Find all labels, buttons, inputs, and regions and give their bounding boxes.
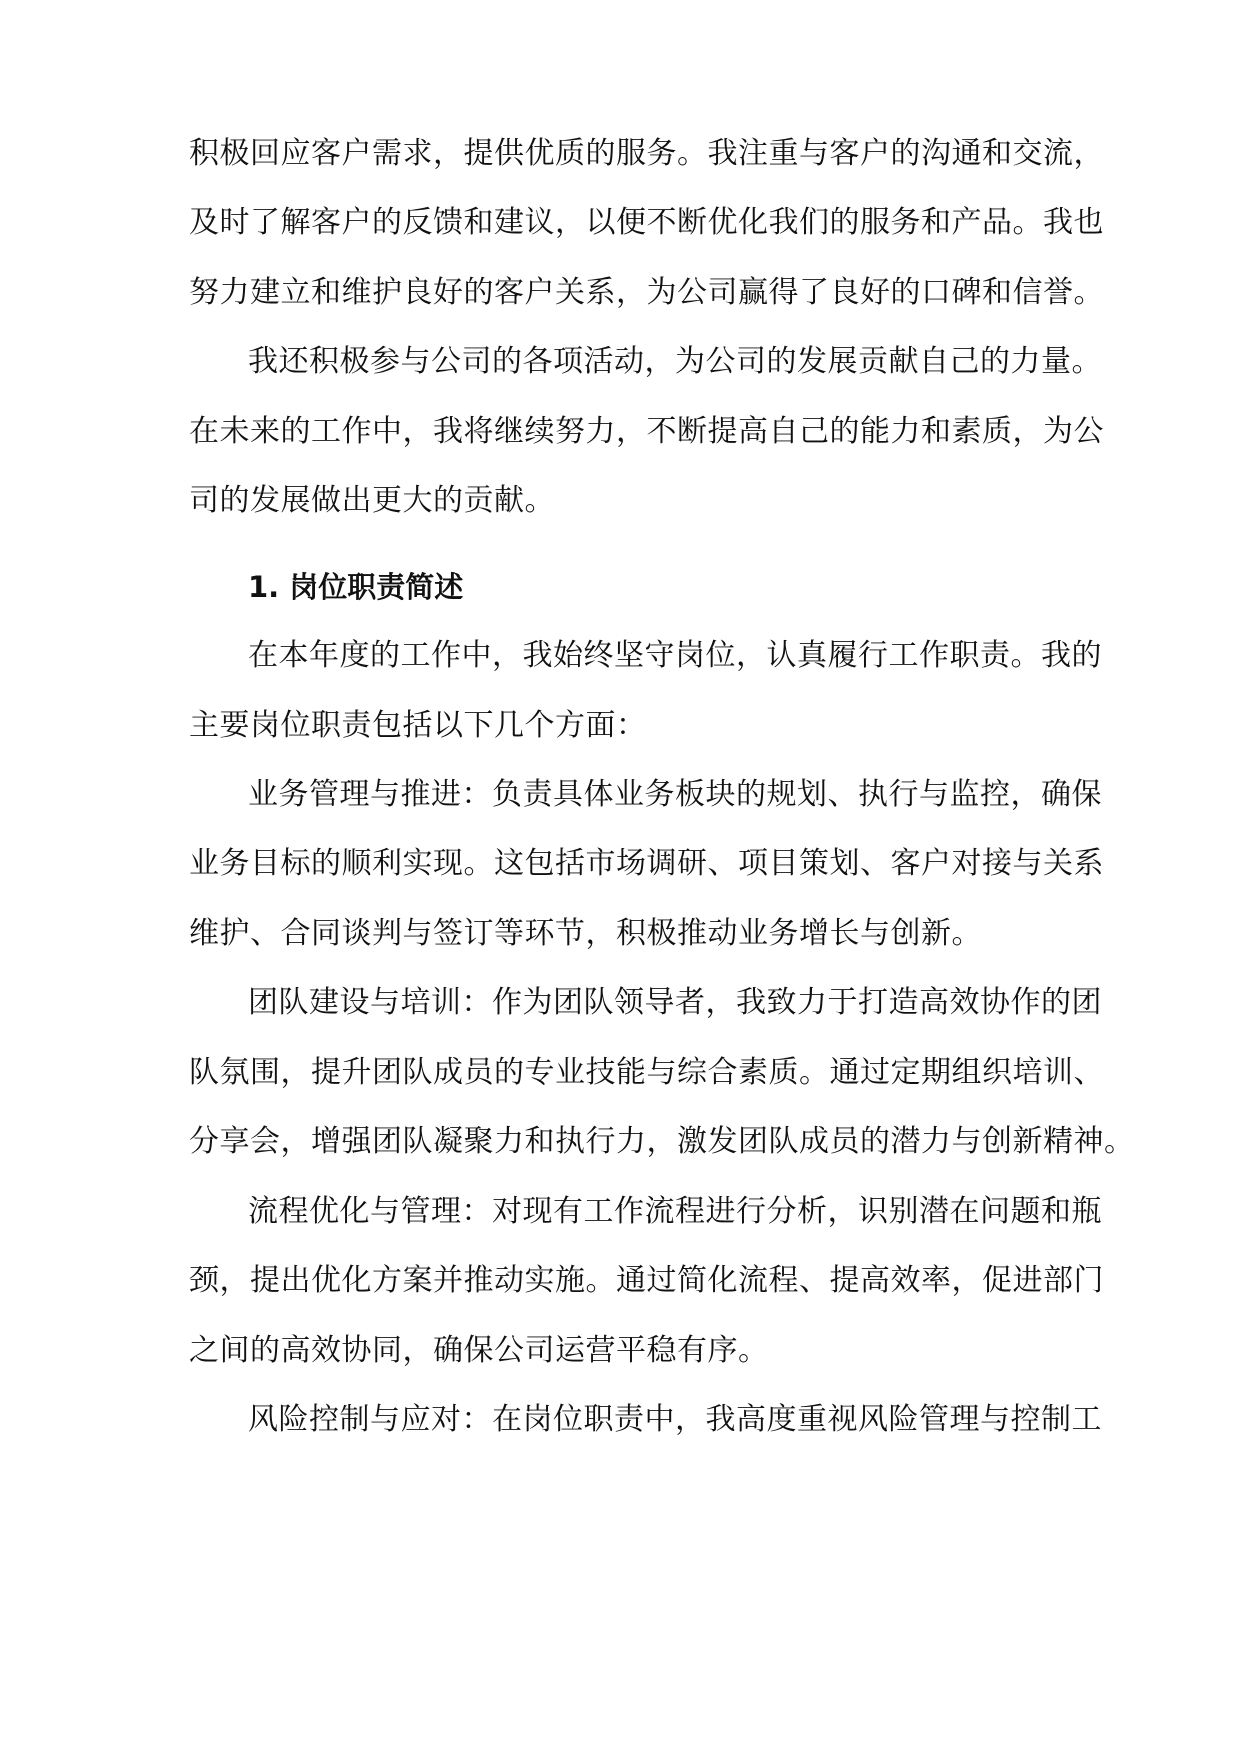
section-heading: 1. 岗位职责简述 <box>248 570 464 604</box>
section-paragraph-4-line-2: 颈，提出优化方案并推动实施。通过简化流程、提高效率，促进部门 <box>189 1263 1104 1298</box>
section-paragraph-5-line-1: 风险控制与应对：在岗位职责中，我高度重视风险管理与控制工 <box>248 1402 1102 1437</box>
paragraph-1-line-3: 努力建立和维护良好的客户关系，为公司赢得了良好的口碑和信誉。 <box>189 275 1104 310</box>
paragraph-2-line-2: 在未来的工作中，我将继续努力，不断提高自己的能力和素质，为公 <box>189 414 1104 449</box>
section-paragraph-3-line-2: 队氛围，提升团队成员的专业技能与综合素质。通过定期组织培训、 <box>189 1055 1104 1090</box>
section-paragraph-4-line-3: 之间的高效协同，确保公司运营平稳有序。 <box>189 1333 769 1368</box>
section-paragraph-3-line-1: 团队建设与培训：作为团队领导者，我致力于打造高效协作的团 <box>248 985 1102 1020</box>
section-paragraph-3-line-3: 分享会，增强团队凝聚力和执行力，激发团队成员的潜力与创新精神。 <box>189 1124 1135 1159</box>
section-paragraph-1-line-1: 在本年度的工作中，我始终坚守岗位，认真履行工作职责。我的 <box>248 638 1102 673</box>
section-paragraph-2-line-2: 业务目标的顺利实现。这包括市场调研、项目策划、客户对接与关系 <box>189 846 1104 881</box>
section-paragraph-2-line-1: 业务管理与推进：负责具体业务板块的规划、执行与监控，确保 <box>248 777 1102 812</box>
paragraph-1-line-1: 积极回应客户需求，提供优质的服务。我注重与客户的沟通和交流， <box>189 136 1104 171</box>
section-paragraph-4-line-1: 流程优化与管理：对现有工作流程进行分析，识别潜在问题和瓶 <box>248 1194 1102 1229</box>
paragraph-2-line-3: 司的发展做出更大的贡献。 <box>189 483 555 518</box>
section-paragraph-2-line-3: 维护、合同谈判与签订等环节，积极推动业务增长与创新。 <box>189 916 982 951</box>
paragraph-1-line-2: 及时了解客户的反馈和建议，以便不断优化我们的服务和产品。我也 <box>189 205 1104 240</box>
section-paragraph-1-line-2: 主要岗位职责包括以下几个方面： <box>189 708 647 743</box>
paragraph-2-line-1: 我还积极参与公司的各项活动，为公司的发展贡献自己的力量。 <box>248 344 1102 379</box>
